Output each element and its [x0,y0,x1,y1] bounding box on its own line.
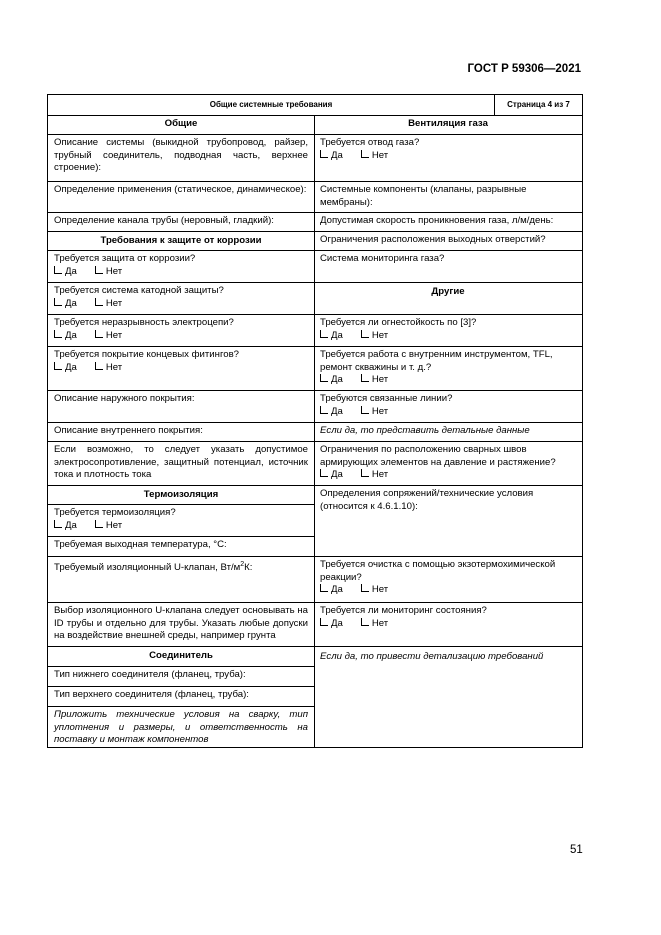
question-gas-vent [314,134,582,181]
checkbox-yes[interactable] [320,469,328,477]
yes-label: Да [331,617,343,629]
yes-label: Да [331,149,343,161]
question-label: Требуется ли огнестойкость по [3]? [320,317,477,328]
question-fire-resistance [314,314,582,346]
question-exothermic-cleaning [314,556,582,602]
section-header-general: Общие [164,118,198,129]
section-header-insulation: Термоизоляция [48,485,314,504]
question-label: Ограничения по расположению сварных швов армирующих элементов на давление и растяжение? [320,444,556,468]
yes-label: Да [331,584,343,596]
question-label: Требуется защита от коррозии? [54,253,196,264]
checkbox-no[interactable] [361,150,369,158]
note-connector: Приложить технические условия на сварку, тип уплотнения и размеры, и ответственность на поставку и монтаж компонентов [48,706,314,749]
field-pipe-channel[interactable]: Определение канала трубы (неровный, гладкий): [48,212,314,231]
checkbox-no[interactable] [95,362,103,370]
checkbox-no[interactable] [95,520,103,528]
question-label: Требуется очистка с помощью экзотермохимической реакции? [320,559,556,583]
note-u-value: Выбор изоляционного U-клапана следует основывать на ID трубы и отдельно для трубы. Указать любые допуски на воздействие внешней среды, например грунта [48,602,314,646]
yes-no-options [54,330,308,343]
field-outlet-temperature[interactable]: Требуемая выходная температура, °С: [48,536,314,556]
section-header-other: Другие [314,282,582,314]
u-value-sup: 2 [240,561,245,568]
checkbox-yes[interactable] [320,584,328,592]
left-column [48,115,315,747]
question-condition-monitoring [314,602,582,646]
field-interfaces[interactable]: Определения сопряжений/технические условия (относится к 4.6.1.10): [314,485,582,556]
u-value-label: Требуемый изоляционный U-клапан, Вт/м [54,562,241,574]
question-label: Требуется система катодной защиты? [54,285,224,296]
question-label: Требуется неразрывность электроцепи? [54,317,234,328]
checkbox-no[interactable] [95,330,103,338]
checkbox-yes[interactable] [54,266,62,274]
yes-no-options [320,374,576,387]
yes-label: Да [65,361,77,373]
yes-no-options [54,266,308,279]
field-gas-monitoring[interactable]: Система мониторинга газа? [314,250,582,282]
yes-no-options [320,150,576,163]
question-end-fitting-coating [48,346,314,390]
question-label: Требуется ли мониторинг состояния? [320,605,487,616]
question-insulation [48,504,314,536]
field-inner-coating[interactable]: Описание внутреннего покрытия: [48,422,314,441]
checkbox-yes[interactable] [54,298,62,306]
yes-no-options [320,330,576,343]
yes-no-options [54,298,308,311]
section-header-connector: Соединитель [48,646,314,666]
yes-label: Да [331,469,343,481]
checkbox-yes[interactable] [320,150,328,158]
checkbox-yes[interactable] [320,374,328,382]
note-bundled-lines: Если да, то представить детальные данные [314,422,582,441]
checkbox-no[interactable] [361,406,369,414]
question-continuity [48,314,314,346]
yes-label: Да [65,297,77,309]
checkbox-yes[interactable] [54,362,62,370]
no-label: Нет [105,297,123,309]
requirements-form [47,94,583,748]
section-header-gas-venting: Вентиляция газа [408,118,488,129]
yes-no-options [320,618,576,631]
checkbox-no[interactable] [361,469,369,477]
note-resistance: Если возможно, то следует указать допустимое электросопротивление, защитный потенциал, источник тока и плотность тока [48,441,314,485]
checkbox-yes[interactable] [320,330,328,338]
field-permeation-rate[interactable]: Допустимая скорость проникновения газа, л/м/день: [314,212,582,231]
checkbox-no[interactable] [361,374,369,382]
yes-label: Да [65,265,77,277]
form-header [48,95,582,116]
checkbox-no[interactable] [361,584,369,592]
question-label: Требуется покрытие концевых фитингов? [54,349,240,360]
checkbox-no[interactable] [95,298,103,306]
no-label: Нет [371,374,389,386]
question-bundled-lines [314,390,582,422]
question-label: Требуется работа с внутренним инструментом, TFL, ремонт скважины и т. д.? [320,349,553,373]
yes-label: Да [65,329,77,341]
question-internal-tools [314,346,582,390]
no-label: Нет [371,584,389,596]
no-label: Нет [105,519,123,531]
no-label: Нет [105,361,123,373]
question-corrosion [48,250,314,282]
no-label: Нет [371,617,389,629]
note-monitoring: Если да, то привести детализацию требований [314,646,582,749]
field-upper-connector[interactable]: Тип верхнего соединителя (фланец, труба): [48,686,314,706]
u-value-unit: К: [244,562,253,574]
yes-label: Да [331,374,343,386]
yes-no-options [320,406,576,419]
no-label: Нет [371,329,389,341]
checkbox-no[interactable] [361,618,369,626]
form-title: Общие системные требования [209,100,333,109]
form-page-indicator: Страница 4 из 7 [494,95,582,115]
no-label: Нет [105,265,123,277]
checkbox-yes[interactable] [54,330,62,338]
no-label: Нет [105,329,123,341]
checkbox-yes[interactable] [54,520,62,528]
yes-no-options [320,469,576,482]
field-system-description[interactable]: Описание системы (выкидной трубопровод, райзер, трубный соединитель, подводная часть, верхнее строение): [48,134,314,181]
yes-label: Да [331,329,343,341]
page-number: 51 [570,844,583,856]
checkbox-yes[interactable] [320,406,328,414]
checkbox-no[interactable] [95,266,103,274]
no-label: Нет [371,405,389,417]
no-label: Нет [371,149,389,161]
question-label: Требуются связанные линии? [320,393,453,404]
question-cathodic-protection [48,282,314,314]
checkbox-no[interactable] [361,330,369,338]
yes-no-options [54,520,308,533]
yes-label: Да [331,405,343,417]
standard-designation: ГОСТ Р 59306—2021 [467,63,581,75]
field-system-components[interactable]: Системные компоненты (клапаны, разрывные мембраны): [314,181,582,212]
question-label: Требуется термоизоляция? [54,507,176,518]
right-column [314,115,582,747]
section-header-corrosion: Требования к защите от коррозии [48,231,314,250]
field-outlet-restrictions[interactable]: Ограничения расположения выходных отверстий? [314,231,582,250]
field-u-value[interactable] [48,556,314,602]
question-weld-restrictions [314,441,582,485]
yes-no-options [320,584,576,597]
field-application[interactable]: Определение применения (статическое, динамическое): [48,181,314,212]
question-label: Требуется отвод газа? [320,137,420,148]
yes-no-options [54,362,308,375]
no-label: Нет [371,469,389,481]
yes-label: Да [65,519,77,531]
field-lower-connector[interactable]: Тип нижнего соединителя (фланец, труба): [48,666,314,686]
field-outer-coating[interactable]: Описание наружного покрытия: [48,390,314,422]
checkbox-yes[interactable] [320,618,328,626]
